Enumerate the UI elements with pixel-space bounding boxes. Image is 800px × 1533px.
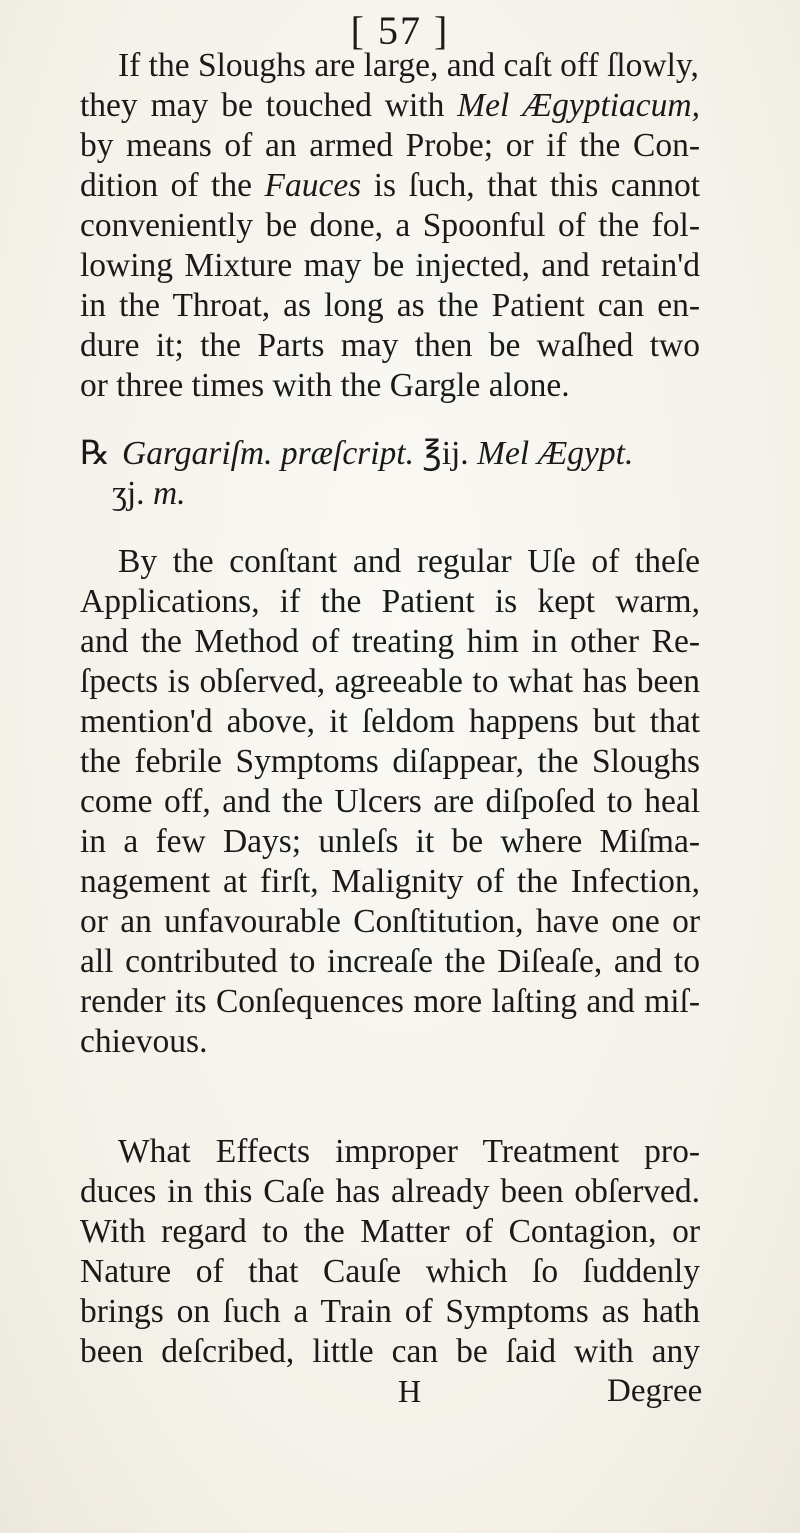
recipe-symbol: ℞: [80, 435, 111, 472]
text-line: By the conſtant and regular Uſe of theſe: [118, 543, 700, 580]
text-line: in the Throat, as long as the Patient can en-: [80, 287, 700, 324]
text-line: in a few Days; unleſs it be where Miſma-: [80, 823, 700, 860]
prescription-line-1: ℞ Gargariſm. præſcript. ℥ij. Mel Ægypt.: [80, 435, 634, 472]
text-line: they may be touched with Mel Ægyptiacum,: [80, 87, 700, 124]
text-line: duces in this Caſe has already been obſerved.: [80, 1173, 700, 1210]
text-line: and the Method of treating him in other Re-: [80, 623, 700, 660]
text-line: dure it; the Parts may then be waſhed two: [80, 327, 700, 364]
text-line: With regard to the Matter of Contagion, or: [80, 1213, 700, 1250]
page-number-header: [ 57 ]: [350, 8, 450, 53]
text-line: What Effects improper Treatment pro-: [118, 1133, 700, 1170]
text-line: by means of an armed Probe; or if the Con-: [80, 127, 700, 164]
text-line: come off, and the Ulcers are diſpoſed to heal: [80, 783, 700, 820]
text-line: chievous.: [80, 1023, 208, 1060]
text-line: conveniently be done, a Spoonful of the fol-: [80, 207, 700, 244]
text-line: Nature of that Cauſe which ſo ſuddenly: [80, 1253, 700, 1290]
text-line: mention'd above, it ſeldom happens but that: [80, 703, 700, 740]
text-line: or three times with the Gargle alone.: [80, 367, 570, 404]
text-line: all contributed to increaſe the Diſeaſe, and to: [80, 943, 700, 980]
text-line: ſpects is obſerved, agreeable to what has been: [80, 663, 700, 700]
signature-mark: H: [398, 1373, 422, 1409]
text-line: lowing Mixture may be injected, and retain'd: [80, 247, 700, 284]
text-line: been deſcribed, little can be ſaid with any: [80, 1333, 700, 1370]
prescription-line-2: ʒj. m.: [112, 475, 186, 512]
text-line: Applications, if the Patient is kept warm,: [80, 583, 700, 620]
catchword: Degree: [607, 1373, 703, 1409]
text-line: render its Conſequences more laſting and miſ-: [80, 983, 700, 1020]
text-line: nagement at firſt, Malignity of the Infection,: [80, 863, 700, 900]
italic-term: Mel Ægyptiacum,: [457, 87, 700, 124]
text-line: or an unfavourable Conſtitution, have one or: [80, 903, 700, 940]
text-line: brings on ſuch a Train of Symptoms as hath: [80, 1293, 700, 1330]
text-line: If the Sloughs are large, and caſt off ſlowly,: [118, 47, 699, 84]
italic-term: Fauces: [264, 167, 362, 204]
text-line: dition of the Fauces is ſuch, that this cannot: [80, 167, 701, 204]
text-line: the febrile Symptoms diſappear, the Sloughs: [80, 743, 700, 780]
